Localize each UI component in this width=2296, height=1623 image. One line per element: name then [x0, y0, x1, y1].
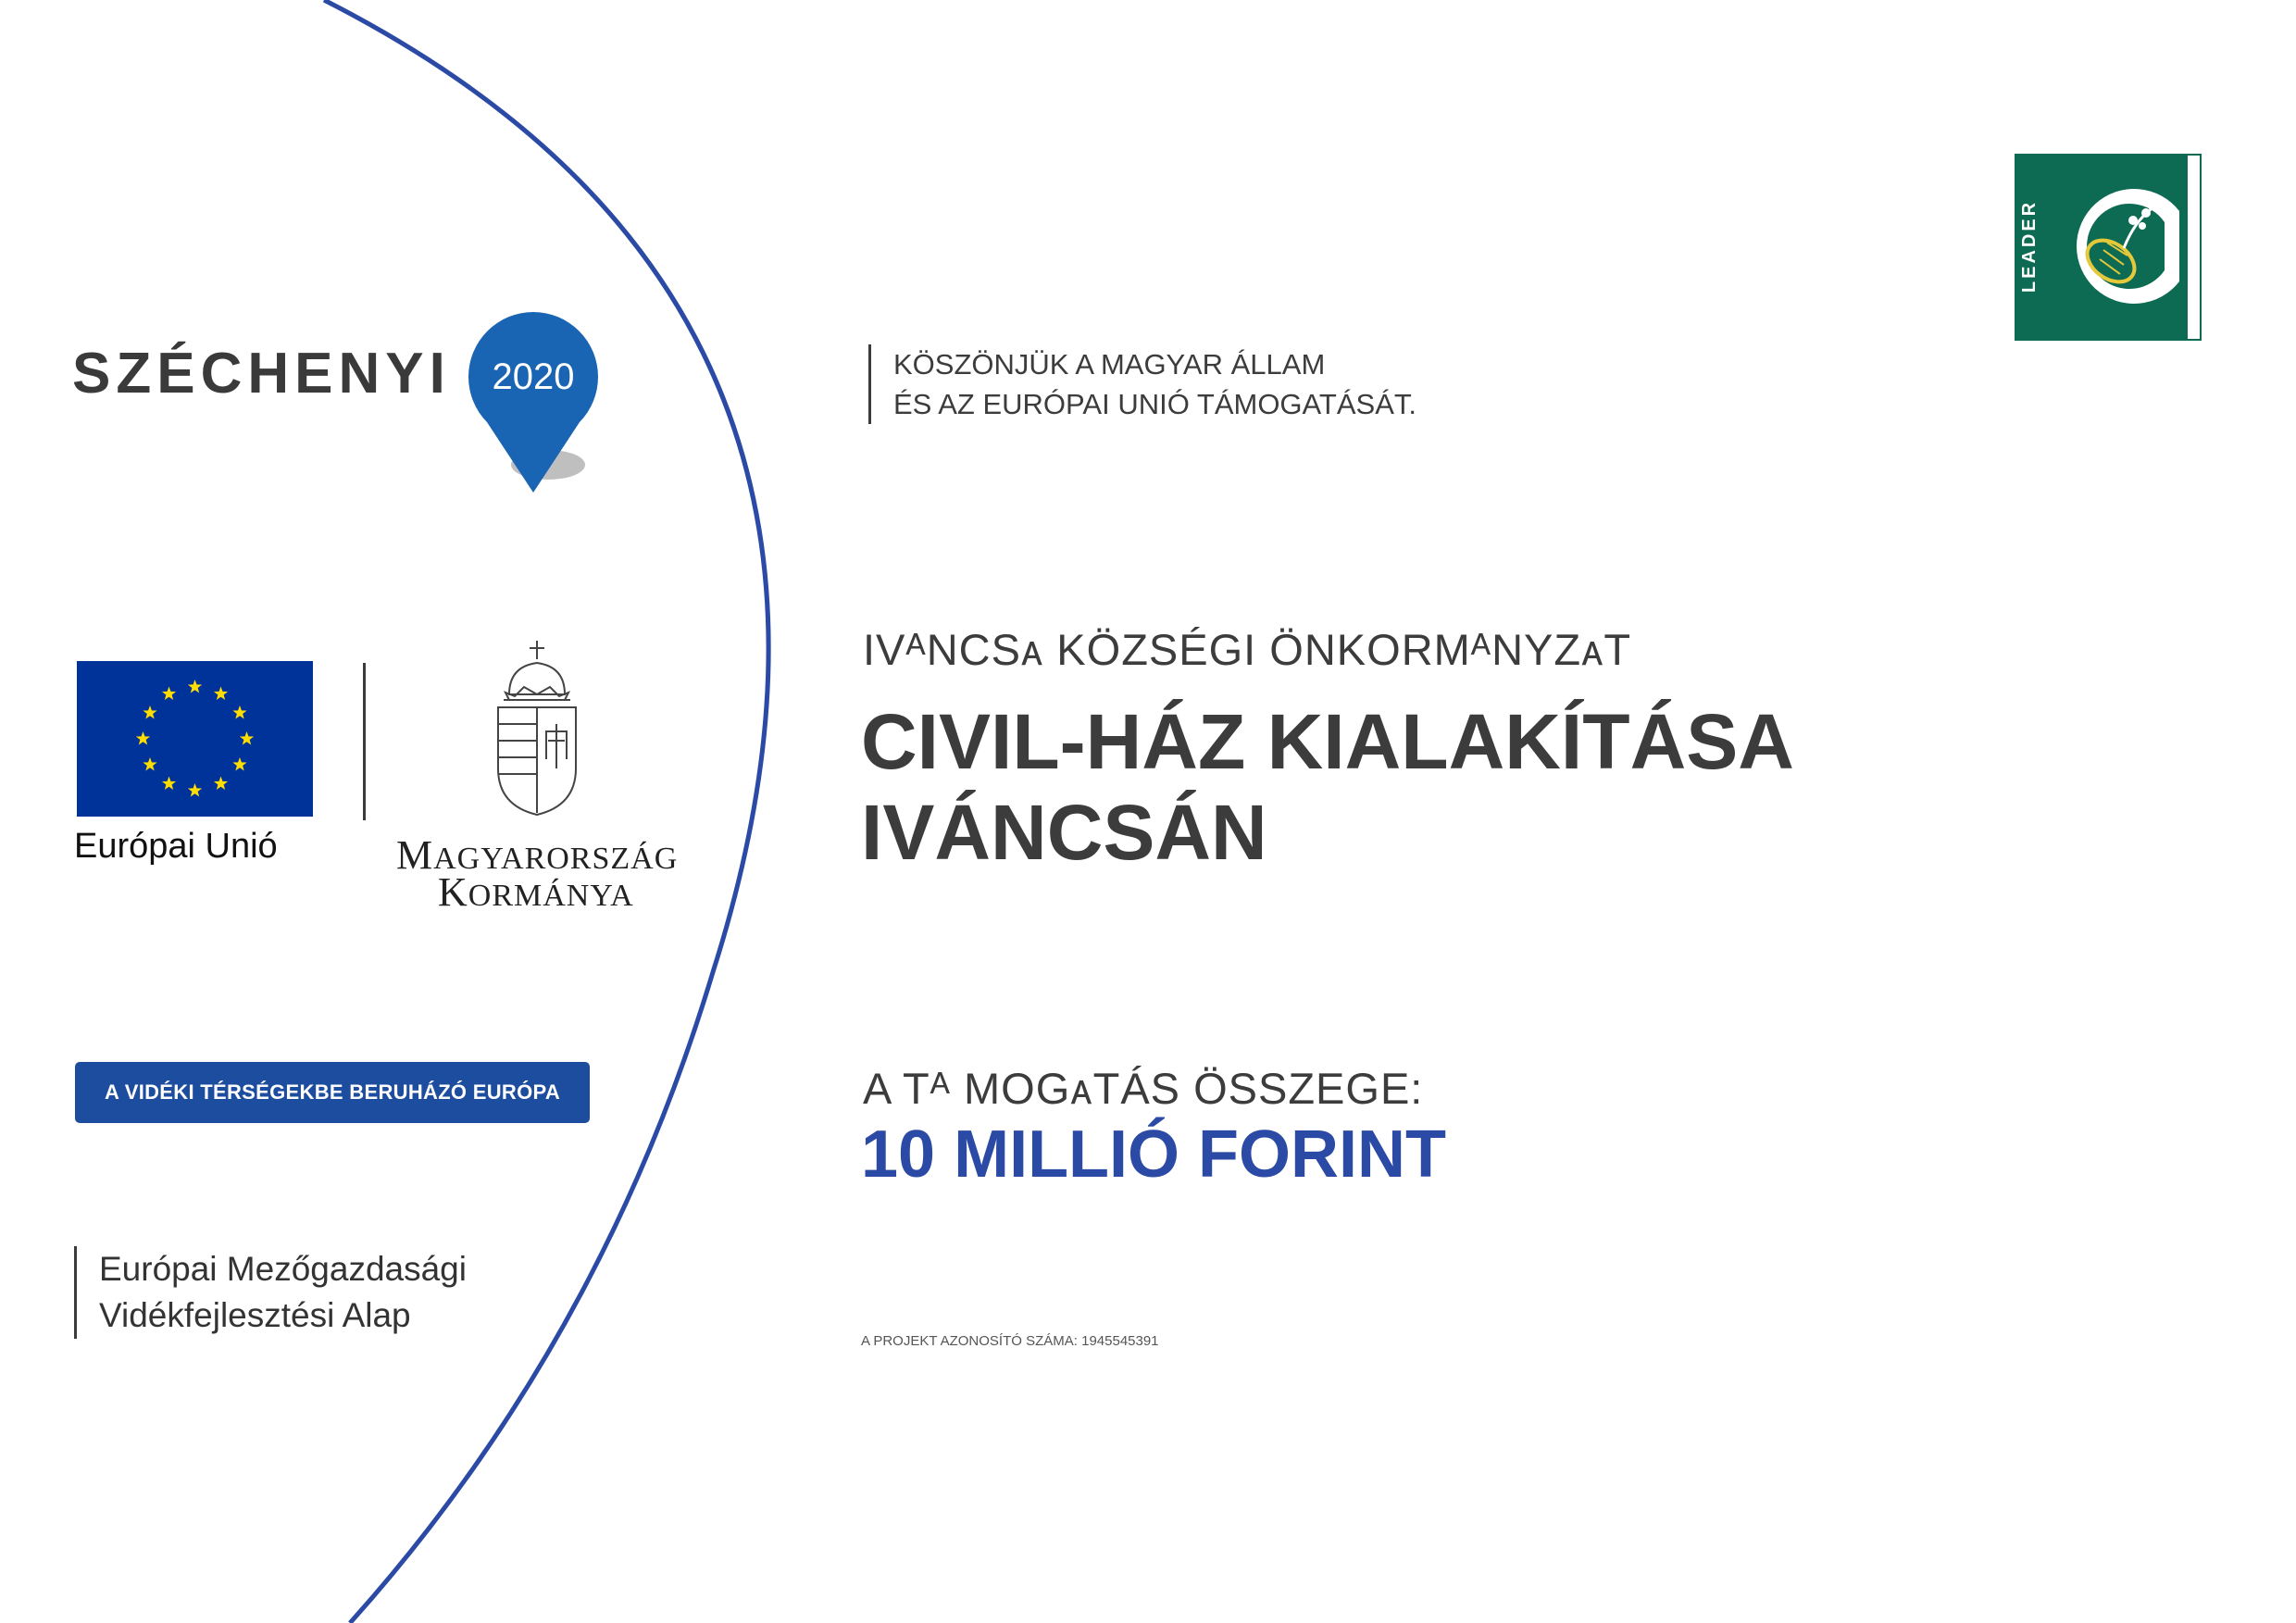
fund-line-2: Vidékfejlesztési Alap — [99, 1296, 411, 1334]
support-amount-value: 10 MILLIÓ FORINT — [861, 1117, 1447, 1192]
logo-divider — [363, 663, 366, 820]
project-id: A PROJEKT AZONOSÍTÓ SZÁMA: 1945545391 — [861, 1333, 1159, 1349]
szechenyi-year: 2020 — [492, 356, 575, 397]
thanks-line-2: ÉS AZ EURÓPAI UNIÓ TÁMOGATÁSÁT. — [893, 388, 1416, 420]
eu-flag-logo — [77, 661, 313, 817]
leader-logo — [2015, 154, 2202, 341]
government-line-2: KORMÁNYA — [438, 869, 634, 915]
fund-line-1: Európai Mezőgazdasági — [99, 1250, 467, 1288]
rural-investment-badge: A VIDÉKI TÉRSÉGEKBE BERUHÁZÓ EURÓPA — [75, 1062, 590, 1123]
leader-word: LEADER — [2019, 199, 2040, 293]
szechenyi-2020-pin-logo — [459, 311, 607, 496]
szechenyi-logo-text: SZÉCHENYI — [72, 342, 451, 406]
support-amount-label: A Tᴬ MOGᴀTÁS ÖSSZEGE: — [863, 1064, 1424, 1113]
project-title — [861, 696, 1794, 878]
project-title-line-1: CIVIL-HÁZ KIALAKÍTÁSA — [861, 698, 1794, 785]
organization-name: IVᴬNCSᴀ KÖZSÉGI ÖNKORMᴬNYZᴀT — [863, 625, 1632, 674]
government-line-1: MAGYARORSZÁG — [396, 832, 679, 878]
project-title-line-2: IVÁNCSÁN — [861, 789, 1267, 876]
thanks-statement — [868, 344, 1416, 424]
fund-name — [74, 1246, 467, 1339]
hungary-coat-of-arms — [491, 639, 583, 819]
eu-label: Európai Unió — [74, 827, 278, 866]
thanks-line-1: KÖSZÖNJÜK A MAGYAR ÁLLAM — [893, 348, 1326, 381]
